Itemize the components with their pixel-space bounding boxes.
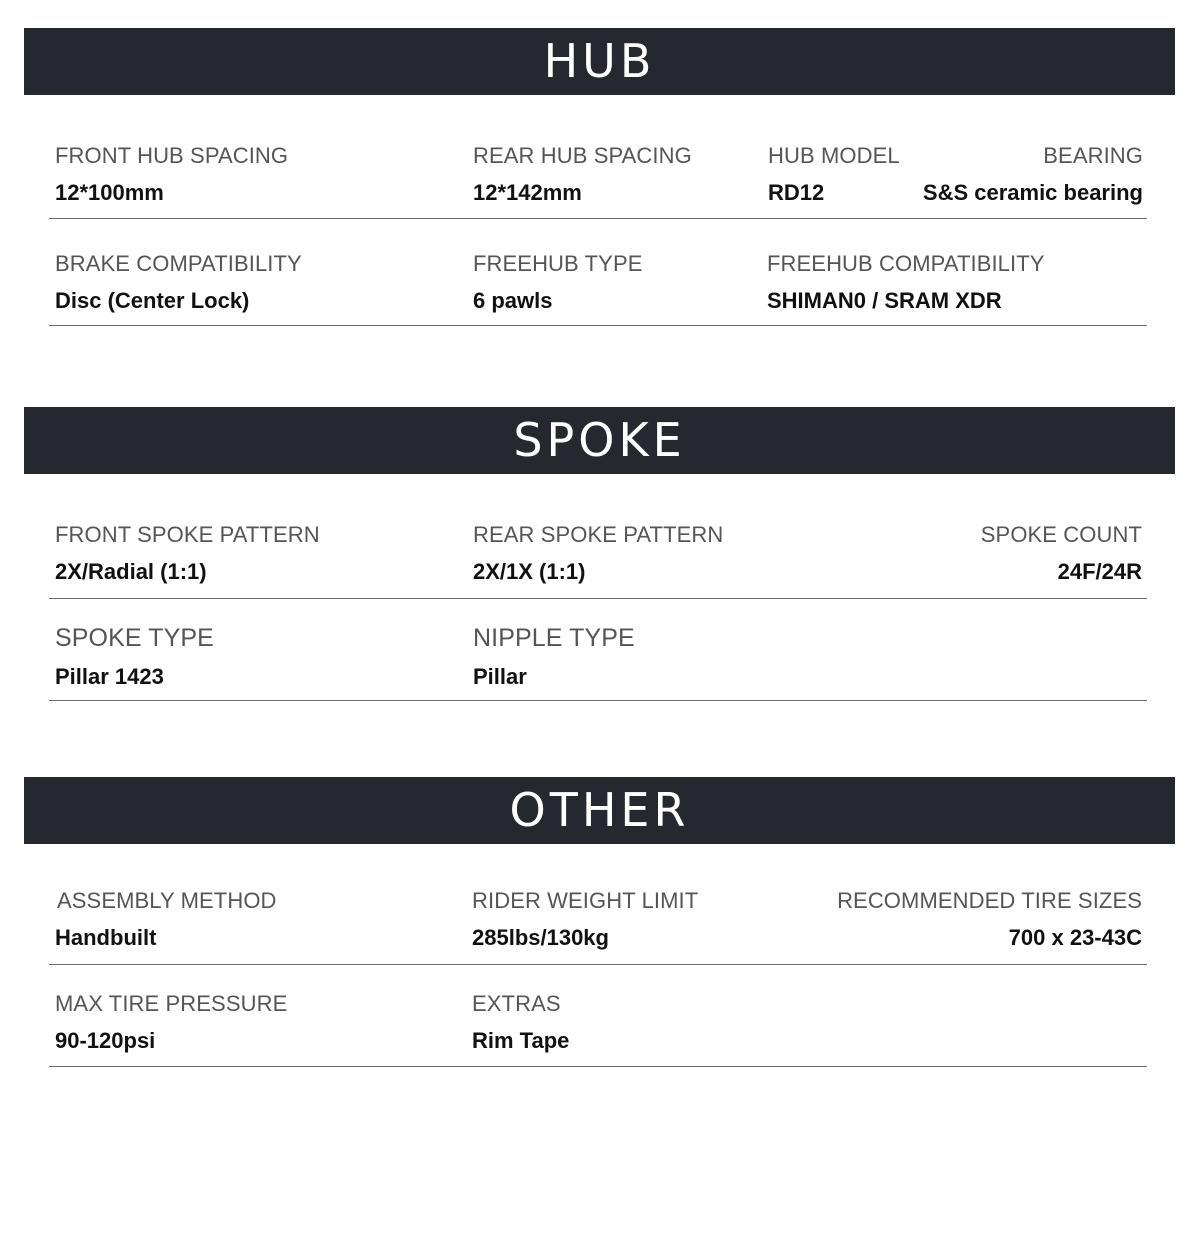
spec-value: Handbuilt: [55, 925, 157, 950]
spec-label: REAR SPOKE PATTERN: [473, 522, 724, 547]
spec-bearing: [923, 143, 1143, 206]
spec-label: SPOKE COUNT: [980, 522, 1142, 547]
other-section-title: OTHER: [24, 777, 1175, 844]
row-divider: [49, 1066, 1147, 1067]
spec-label: REAR HUB SPACING: [473, 143, 692, 168]
spec-label: MAX TIRE PRESSURE: [55, 991, 288, 1016]
row-divider: [49, 598, 1147, 599]
spec-rear-hub-spacing: [473, 143, 692, 206]
spec-label: FREEHUB TYPE: [473, 251, 643, 276]
spec-label: ASSEMBLY METHOD: [57, 888, 277, 913]
spec-extras: [472, 991, 569, 1054]
spec-front-hub-spacing: [55, 143, 288, 206]
spec-value: Pillar 1423: [55, 664, 164, 689]
spec-label: HUB MODEL: [768, 143, 900, 168]
spec-label: EXTRAS: [472, 991, 561, 1016]
spec-brake-compatibility: [55, 251, 302, 314]
spec-label: SPOKE TYPE: [55, 624, 214, 652]
spec-label: NIPPLE TYPE: [473, 624, 635, 652]
spec-label: RECOMMENDED TIRE SIZES: [837, 888, 1142, 913]
spec-value: Disc (Center Lock): [55, 288, 250, 313]
spec-hub-model: [768, 143, 900, 206]
spec-value: 6 pawls: [473, 288, 553, 313]
row-divider: [49, 218, 1147, 219]
spec-rider-weight-limit: [472, 888, 698, 951]
spec-spoke-type: [55, 624, 214, 690]
spec-label: BEARING: [1043, 143, 1143, 168]
spec-value: RD12: [768, 180, 825, 205]
spec-label: FRONT SPOKE PATTERN: [55, 522, 320, 547]
spec-value: 285lbs/130kg: [472, 925, 609, 950]
row-divider: [49, 964, 1147, 965]
spec-value: 90-120psi: [55, 1028, 156, 1053]
spec-value: 12*100mm: [55, 180, 164, 205]
spec-front-spoke-pattern: [55, 522, 320, 585]
spec-value: Pillar: [473, 664, 527, 689]
spoke-section-title: SPOKE: [24, 407, 1175, 474]
spec-label: FREEHUB COMPATIBILITY: [767, 251, 1045, 276]
spec-value: 24F/24R: [1057, 559, 1142, 584]
spec-freehub-type: [473, 251, 643, 314]
spec-freehub-compatibility: [767, 251, 1045, 314]
spec-assembly-method: [57, 888, 277, 951]
spec-value: 12*142mm: [473, 180, 582, 205]
hub-section-title: HUB: [24, 28, 1175, 95]
spec-value: S&S ceramic bearing: [922, 180, 1143, 205]
spec-spoke-count: [981, 522, 1142, 585]
spec-value: Rim Tape: [472, 1028, 570, 1053]
spec-nipple-type: [473, 624, 635, 690]
spec-label: FRONT HUB SPACING: [55, 143, 289, 168]
spec-value: SHIMAN0 / SRAM XDR: [767, 288, 1002, 313]
spec-value: 700 x 23-43C: [1008, 925, 1142, 950]
row-divider: [49, 325, 1147, 326]
row-divider: [49, 700, 1147, 701]
spec-max-tire-pressure: [55, 991, 287, 1054]
spec-recommended-tire-sizes: [837, 888, 1142, 951]
spec-value: 2X/1X (1:1): [473, 559, 586, 584]
spec-rear-spoke-pattern: [473, 522, 723, 585]
spec-label: BRAKE COMPATIBILITY: [55, 251, 302, 276]
spec-value: 2X/Radial (1:1): [55, 559, 207, 584]
spec-label: RIDER WEIGHT LIMIT: [472, 888, 699, 913]
